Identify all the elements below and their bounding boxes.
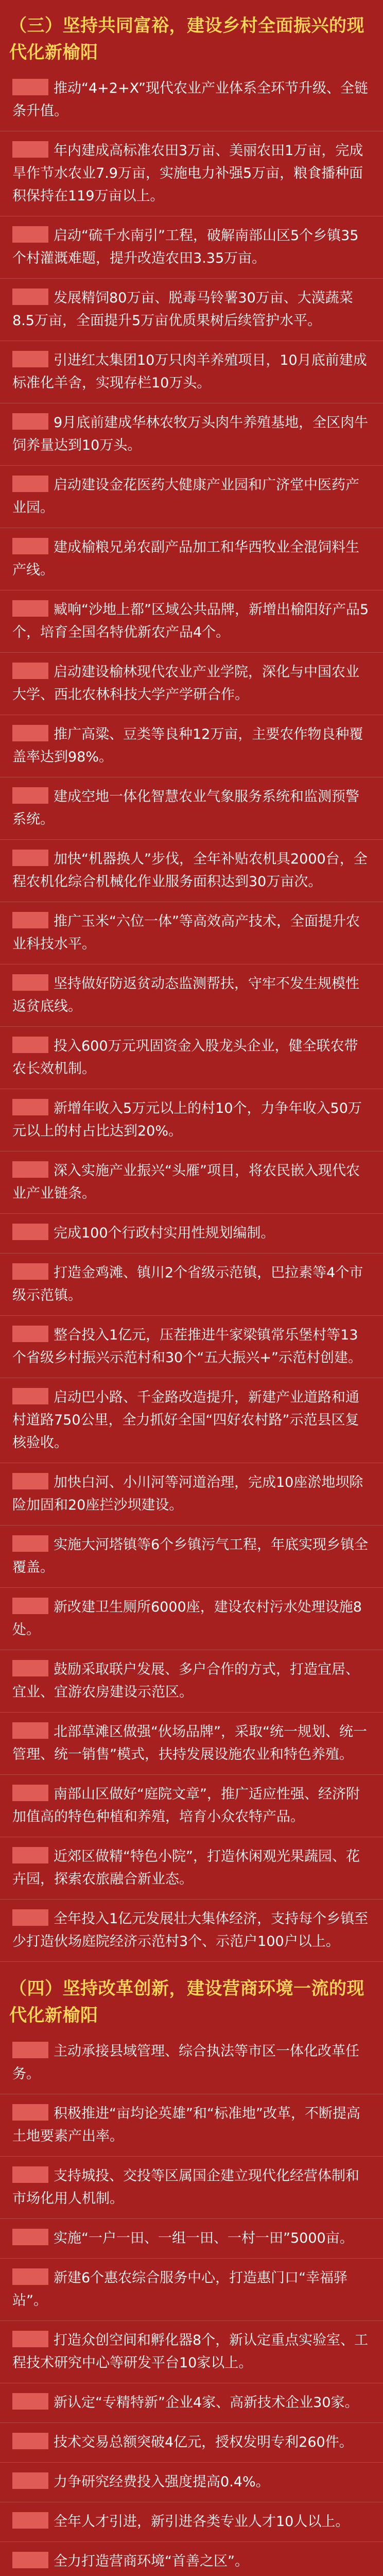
bullet-marker	[12, 2433, 48, 2449]
list-item	[0, 536, 383, 590]
bullet-marker	[12, 1598, 48, 1614]
item-text: 全年人才引进，新引进各类专业人才10人以上。	[54, 2514, 350, 2530]
list-item	[0, 2392, 383, 2423]
bullet-marker	[12, 1660, 48, 1676]
item-text: 建成榆粮兄弟农副产品加工和华西牧业全混饲料生产线。	[12, 539, 359, 578]
item-text: 加快白河、小川河等河道治理，完成10座淤地坝除险加固和20座拦沙坝建设。	[12, 1475, 363, 1513]
bullet-marker	[12, 1847, 48, 1863]
bullet-marker	[12, 1263, 48, 1280]
item-text: 深入实施产业振兴“头雁”项目，将农民嵌入现代农业产业链条。	[12, 1163, 360, 1201]
list-item	[0, 1222, 383, 1253]
item-text: 南部山区做好“庭院文章”，推广适应性强、经济附加值高的特色种植和养殖，培育小众农特产品。	[12, 1786, 360, 1825]
bullet-marker	[12, 289, 48, 305]
list-item	[0, 848, 383, 902]
list-item	[0, 225, 383, 279]
item-text: 完成100个行政村实用性规划编制。	[54, 1225, 275, 1241]
item-text: 新改建卫生厕所6000座，建设农村污水处理设施8处。	[12, 1599, 362, 1638]
bullet-marker	[12, 912, 48, 928]
item-text: 推动“4+2+X”现代农业产业体系全环节升级、全链条升值。	[12, 80, 368, 119]
list-item	[0, 474, 383, 528]
item-text: 启动巴小路、千金路改造提升，新建产业道路和通村道路750公里，全力抓好全国“四好农村路”示范县区复核验收。	[12, 1389, 359, 1451]
item-text: 北部草滩区做强“伙场品牌”，采取“统一规划、统一管理、统一销售”模式，扶持发展设施农业和特色养殖。	[12, 1724, 367, 1762]
list-item	[0, 1658, 383, 1713]
item-text: 实施“一户一田、一组一田、一村一田”5000亩。	[54, 2230, 354, 2246]
list-item	[0, 786, 383, 840]
list-item	[0, 1386, 383, 1463]
bullet-marker	[12, 1037, 48, 1053]
bullet-marker	[12, 79, 48, 95]
list-item	[0, 599, 383, 653]
list-item	[0, 2227, 383, 2259]
item-text: 新增年收入5万元以上的村10个，力争年收入50万元以上的村占比达到20%。	[12, 1100, 362, 1139]
list-item	[0, 1035, 383, 1089]
bullet-marker	[12, 413, 48, 430]
list-item	[0, 2267, 383, 2321]
list-item	[0, 2471, 383, 2502]
item-text: 9月底前建成华林农牧万头肉牛养殖基地，全区肉牛饲养量达到10万头。	[12, 415, 369, 453]
bullet-marker	[12, 2104, 48, 2121]
list-item	[0, 2165, 383, 2219]
list-item	[0, 349, 383, 403]
bullet-marker	[12, 787, 48, 804]
list-item	[0, 2103, 383, 2157]
list-item	[0, 1097, 383, 1151]
bullet-marker	[12, 600, 48, 617]
bullet-marker	[12, 2331, 48, 2347]
bullet-marker	[12, 1388, 48, 1404]
list-item	[0, 973, 383, 1027]
bullet-marker	[12, 1909, 48, 1926]
bullet-marker	[12, 663, 48, 679]
bullet-marker	[12, 2552, 48, 2568]
bullet-marker	[12, 850, 48, 866]
section-title-three: （三）坚持共同富裕，建设乡村全面振兴的现代化新榆阳	[9, 15, 364, 63]
bullet-marker	[12, 538, 48, 554]
item-text: 打造金鸡滩、镇川2个省级示范镇，巴拉素等4个市级示范镇。	[12, 1265, 363, 1303]
section-three-list	[0, 77, 383, 1962]
bullet-marker	[12, 2042, 48, 2058]
bullet-marker	[12, 2229, 48, 2245]
list-item	[0, 287, 383, 341]
item-text: 启动建设金花医药大健康产业园和广济堂中医药产业园。	[12, 477, 359, 516]
list-item	[0, 2431, 383, 2463]
bullet-marker	[12, 2472, 48, 2489]
item-text: 投入600万元巩固资金入股龙头企业，健全联农带农长效机制。	[12, 1038, 358, 1077]
list-item	[0, 1262, 383, 1316]
list-item	[0, 1471, 383, 1526]
item-text: 支持城投、交投等区属国企建立现代化经营体制和市场化用人机制。	[12, 2168, 359, 2207]
item-text: 引进红太集团10万只肉羊养殖项目，10月底前建成标准化羊舍，实现存栏10万头。	[12, 352, 367, 391]
bullet-marker	[12, 1535, 48, 1552]
bullet-marker	[12, 141, 48, 158]
item-text: 启动建设榆林现代农业产业学院，深化与中国农业大学、西北农林科技大学产学研合作。	[12, 664, 359, 703]
bullet-marker	[12, 226, 48, 243]
item-text: 新建6个惠农综合服务中心，打造惠门口“幸福驿站”。	[12, 2270, 348, 2309]
list-item	[0, 1160, 383, 1214]
list-item	[0, 2511, 383, 2542]
item-text: 力争研究经费投入强度提高0.4%。	[54, 2474, 270, 2490]
item-text: 积极推进“亩均论英雄”和“标准地”改革，不断提高土地要素产出率。	[12, 2106, 360, 2144]
list-item	[0, 1596, 383, 1650]
bullet-marker	[12, 1722, 48, 1739]
item-text: 臧响“沙地上都”区域公共品牌，新增出榆阳好产品5个，培育全国名特优新农产品4个。	[12, 602, 369, 640]
item-text: 近郊区做精“特色小院”，打造休闲观光果蔬园、花卉园，探索农旅融合新业态。	[12, 1849, 360, 1887]
section-title-four: （四）坚持改革创新，建设营商环境一流的现代化新榆阳	[9, 1978, 364, 2026]
bullet-marker	[12, 476, 48, 492]
bullet-marker	[12, 2268, 48, 2285]
bullet-marker	[12, 2512, 48, 2529]
item-text: 年内建成高标准农田3万亩、美丽农田1万亩，完成旱作节水农业7.9万亩，实施电力补强5万亩，粮食播种面积保持在119万亩以上。	[12, 143, 363, 204]
bullet-marker	[12, 1326, 48, 1342]
item-text: 主动承接县域管理、综合执法等市区一体化改革任务。	[12, 2043, 359, 2082]
item-text: 推广高粱、豆类等良种12万亩，主要农作物良种覆盖率达到98%。	[12, 726, 363, 765]
list-item	[0, 2550, 383, 2576]
list-item	[0, 1845, 383, 1900]
list-item	[0, 2329, 383, 2383]
item-text: 鼓励采取联户发展、多户合作的方式，打造宜居、宜业、宜游农房建设示范区。	[12, 1662, 359, 1700]
bullet-marker	[12, 2393, 48, 2410]
list-item	[0, 910, 383, 964]
bullet-marker	[12, 1785, 48, 1801]
section-four-list	[0, 2040, 383, 2576]
list-item	[0, 723, 383, 777]
item-text: 推广玉米“六位一体”等高效高产技术，全面提升农业科技水平。	[12, 913, 360, 952]
list-item	[0, 661, 383, 715]
bullet-marker	[12, 974, 48, 991]
bullet-marker	[12, 2166, 48, 2183]
item-text: 坚持做好防返贫动态监测帮扶，守牢不发生规模性返贫底线。	[12, 976, 359, 1014]
list-item	[0, 77, 383, 131]
list-item	[0, 1534, 383, 1588]
bullet-marker	[12, 1473, 48, 1489]
item-text: 全力打造营商环境“首善之区”。	[54, 2553, 249, 2569]
bullet-marker	[12, 1224, 48, 1240]
list-item	[0, 1908, 383, 1962]
item-text: 实施大河塔镇等6个乡镇污气工程，年底实现乡镇全覆盖。	[12, 1537, 369, 1575]
item-text: 技术交易总额突破4亿元，授权发明专利260件。	[54, 2434, 353, 2450]
list-item	[0, 1783, 383, 1837]
item-text: 发展精饲80万亩、脱毒马铃薯30万亩、大漠蔬菜8.5万亩，全面提升5万亩优质果树后续管护水平。	[12, 290, 353, 329]
bullet-marker	[12, 1099, 48, 1115]
item-text: 新认定“专精特新”企业4家、高新技术企业30家。	[54, 2395, 359, 2411]
list-item	[0, 1721, 383, 1775]
bullet-marker	[12, 1161, 48, 1178]
list-item	[0, 412, 383, 466]
list-item	[0, 1324, 383, 1378]
item-text: 全年投入1亿元发展壮大集体经济，支持每个乡镇至少打造伙场庭院经济示范村3个、示范户100户以上。	[12, 1911, 369, 1950]
list-item	[0, 2040, 383, 2094]
item-text: 整合投入1亿元，压茬推进牛家梁镇常乐堡村等13个省级乡村振兴示范村和30个“五大振兴+”示范村创建。	[12, 1327, 362, 1366]
bullet-marker	[12, 351, 48, 367]
list-item	[0, 140, 383, 216]
item-text: 建成空地一体化智慧农业气象服务系统和监测预警系统。	[12, 789, 359, 827]
bullet-marker	[12, 725, 48, 741]
item-text: 启动“硫千水南引”工程，破解南部山区5个乡镇35个村灌溉难题，提升改造农田3.35万亩。	[12, 228, 359, 266]
item-text: 打造众创空间和孵化器8个，新认定重点实验室、工程技术研究中心等研发平台10家以上。	[12, 2332, 369, 2371]
item-text: 加快“机器换人”步伐，全年补贴农机具2000台，全程农机化综合机械化作业服务面积达到30万亩次。	[12, 851, 368, 890]
